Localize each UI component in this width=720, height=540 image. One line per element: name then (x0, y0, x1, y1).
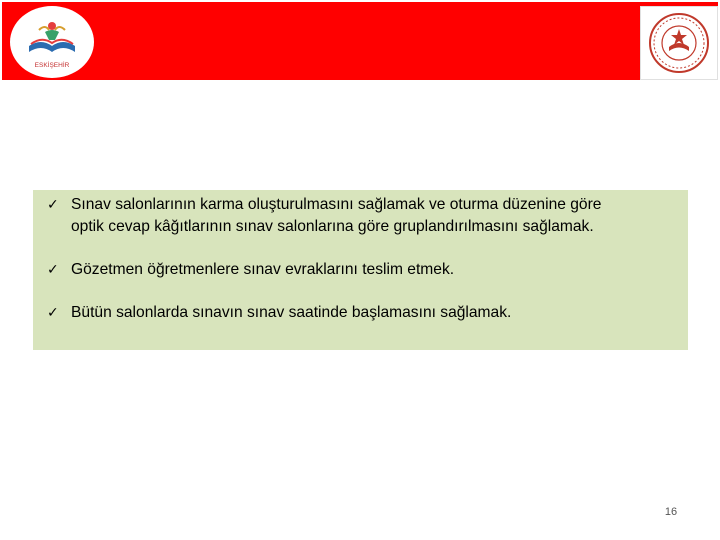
eskisehir-logo (10, 6, 94, 78)
eskisehir-logo-icon (15, 10, 89, 74)
list-item-text (71, 302, 677, 324)
page-number: 16 (664, 506, 678, 518)
content-box (33, 190, 688, 350)
checkmark-icon: ✓ (47, 262, 59, 278)
list-item (47, 194, 677, 238)
list-item-line: Gözetmen öğretmenlere sınav evraklarını teslim etmek. (71, 261, 455, 278)
list-item (47, 302, 677, 324)
eskisehir-logo-text: ESKİŞEHİR (34, 62, 70, 69)
list-item (47, 259, 677, 281)
list-item-line: optik cevap kâğıtlarının sınav salonlarına göre gruplandırılmasını sağlamak. (71, 218, 594, 235)
checkmark-icon: ✓ (47, 305, 59, 321)
list-item-text (71, 259, 677, 281)
checkmark-icon: ✓ (47, 197, 59, 213)
ministry-seal (640, 6, 718, 80)
list-item-line: Sınav salonlarının karma oluşturulmasını sağlamak ve oturma düzenine göre (71, 196, 602, 213)
ministry-seal-icon (647, 11, 711, 75)
list-item-line: Bütün salonlarda sınavın sınav saatinde başlamasını sağlamak. (71, 304, 512, 321)
list-item-text (71, 194, 677, 238)
header-banner (2, 2, 718, 80)
